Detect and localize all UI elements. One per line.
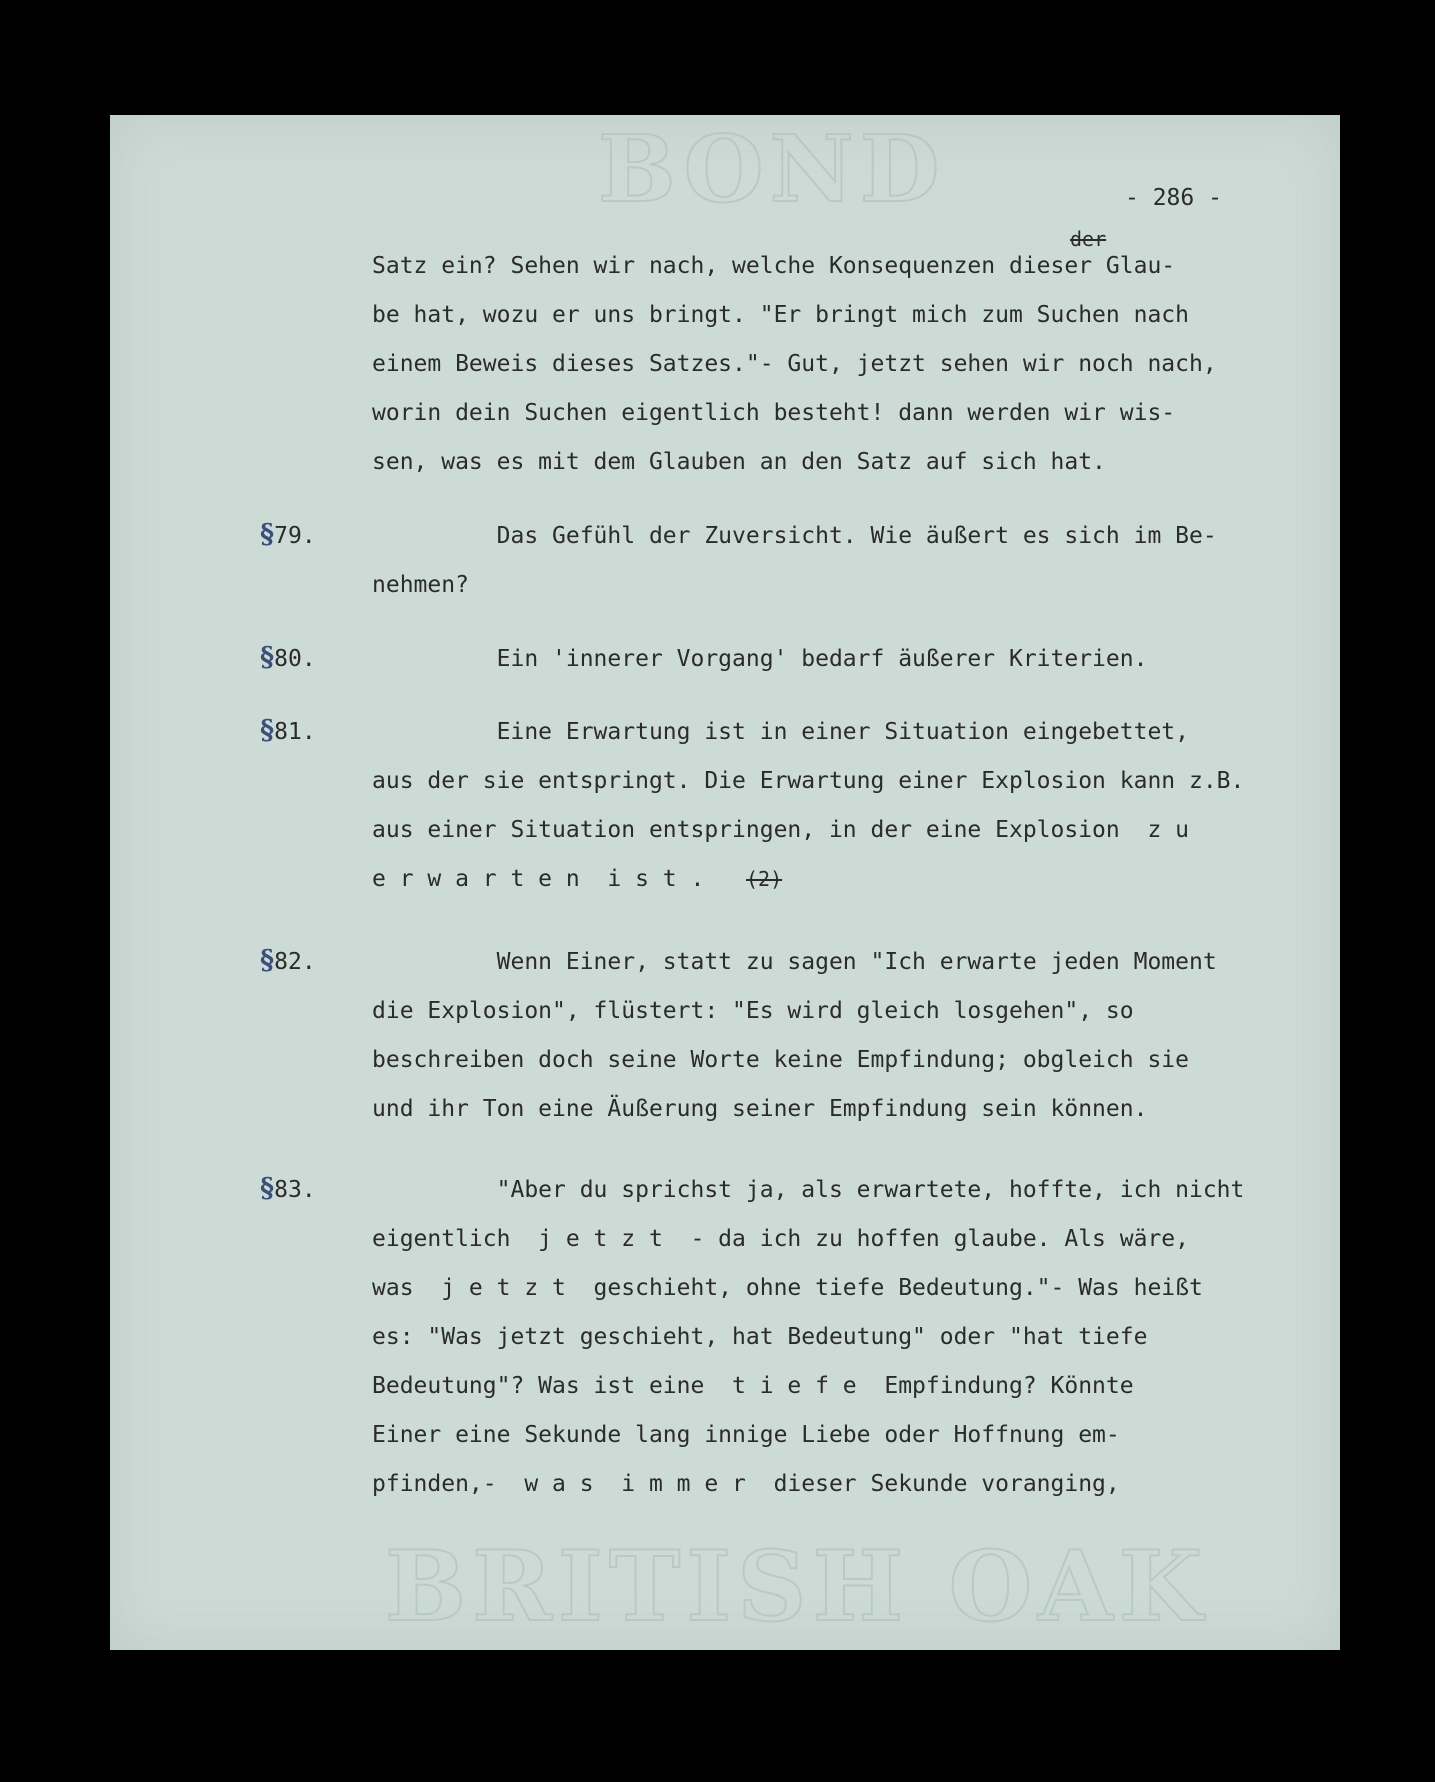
struck-marker: (2) <box>746 867 783 891</box>
watermark-top: BOND <box>598 115 946 223</box>
paragraph-number-text: 79. <box>274 523 316 549</box>
paragraph-number-579 <box>260 519 316 550</box>
section-mark: § <box>260 945 275 976</box>
text-line: nehmen? <box>372 572 469 598</box>
text-line: die Explosion", flüstert: "Es wird gleich losgehen", so <box>372 998 1134 1024</box>
text-line: und ihr Ton eine Äußerung seiner Empfindung sein können. <box>372 1096 1148 1122</box>
text-line: eigentlich j e t z t - da ich zu hoffen glaube. Als wäre, <box>372 1226 1189 1252</box>
page-number: - 286 - <box>1125 185 1222 211</box>
paragraph-number-text: 82. <box>274 949 316 975</box>
paragraph-number-text: 81. <box>274 719 316 745</box>
text-line: aus der sie entspringt. Die Erwartung einer Explosion kann z.B. <box>372 768 1245 794</box>
text-line: beschreiben doch seine Worte keine Empfindung; obgleich sie <box>372 1047 1189 1073</box>
paragraph-number-580 <box>260 642 316 673</box>
text-line: pfinden,- w a s i m m e r dieser Sekunde voranging, <box>372 1471 1120 1497</box>
text-line: was j e t z t geschieht, ohne tiefe Bedeutung."- Was heißt <box>372 1275 1203 1301</box>
text-line: e r w a r t e n i s t . <box>372 866 705 892</box>
paragraph-number-text: 83. <box>274 1177 316 1203</box>
section-mark: § <box>260 642 275 673</box>
text-line: "Aber du sprichst ja, als erwartete, hoffte, ich nicht <box>372 1177 1245 1203</box>
text-line: sen, was es mit dem Glauben an den Satz auf sich hat. <box>372 449 1106 475</box>
text-line: es: "Was jetzt geschieht, hat Bedeutung" oder "hat tiefe <box>372 1324 1148 1350</box>
struck-insertion: der <box>1070 227 1107 251</box>
text-line: einem Beweis dieses Satzes."- Gut, jetzt sehen wir noch nach, <box>372 351 1217 377</box>
section-mark: § <box>260 1173 275 1204</box>
text-line: Ein 'innerer Vorgang' bedarf äußerer Kriterien. <box>372 646 1148 672</box>
text-line: be hat, wozu er uns bringt. "Er bringt mich zum Suchen nach <box>372 302 1189 328</box>
watermark-bottom: BRITISH OAK <box>385 1530 1209 1643</box>
text-line: Wenn Einer, statt zu sagen "Ich erwarte jeden Moment <box>372 949 1217 975</box>
text-line: Eine Erwartung ist in einer Situation eingebettet, <box>372 719 1189 745</box>
section-mark: § <box>260 519 275 550</box>
paragraph-number-581 <box>260 715 316 746</box>
paragraph-number-text: 80. <box>274 646 316 672</box>
text-line: Satz ein? Sehen wir nach, welche Konsequenzen dieser Glau- <box>372 253 1176 279</box>
paragraph-number-582 <box>260 945 316 976</box>
text-line: worin dein Suchen eigentlich besteht! dann werden wir wis- <box>372 400 1176 426</box>
text-line: aus einer Situation entspringen, in der eine Explosion z u <box>372 817 1189 843</box>
typescript-page <box>110 115 1340 1650</box>
text-line: Das Gefühl der Zuversicht. Wie äußert es sich im Be- <box>372 523 1217 549</box>
section-mark: § <box>260 715 275 746</box>
text-line: Einer eine Sekunde lang innige Liebe oder Hoffnung em- <box>372 1422 1120 1448</box>
paragraph-number-583 <box>260 1173 316 1204</box>
text-line: Bedeutung"? Was ist eine t i e f e Empfindung? Könnte <box>372 1373 1134 1399</box>
